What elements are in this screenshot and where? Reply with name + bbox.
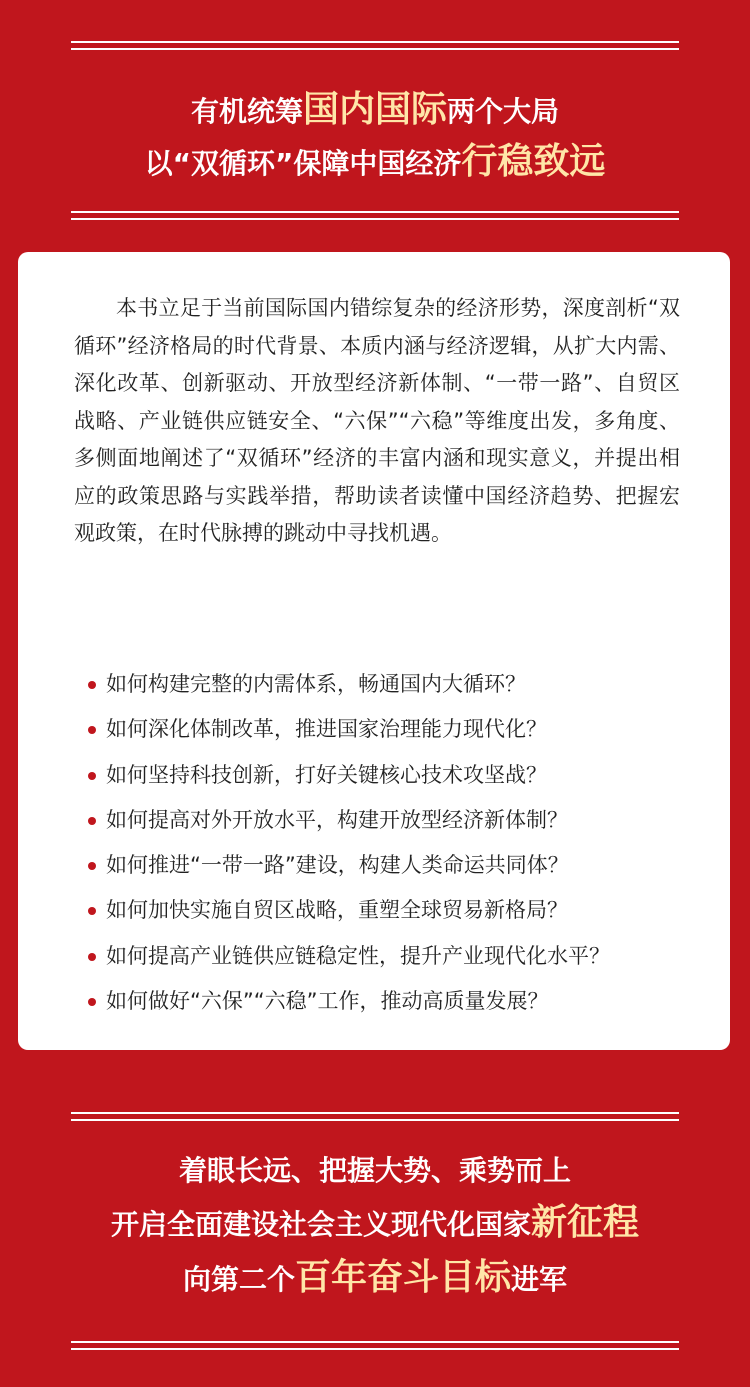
footer-line-3-highlight: 百年奋斗目标 [294, 1257, 511, 1298]
bullet-dot-icon [88, 772, 96, 780]
header-line-2 [0, 139, 750, 185]
footer-line-2-highlight: 新征程 [531, 1202, 640, 1243]
question-text: 如何坚持科技创新，打好关键核心技术攻坚战？ [106, 762, 547, 787]
intro-paragraph: 本书立足于当前国际国内错综复杂的经济形势，深度剖析“双循环”经济格局的时代背景、本质内涵与经济逻辑，从扩大内需、深化改革、创新驱动、开放型经济新体制、“一带一路”、自贸区战略、产业链供应链安全、“六保”“六稳”等维度出发，多角度、多侧面地阐述了“双循环”经济的丰富内涵和现实意义，并提出相应的政策思路与实践举措，帮助读者读懂中国经济趋势、把握宏观政策，在时代脉搏的跳动中寻找机遇。 [74, 296, 680, 545]
question-text: 如何提高对外开放水平，构建开放型经济新体制？ [106, 807, 568, 832]
bullet-dot-icon [88, 862, 96, 870]
header-line-2-highlight: 行稳致远 [461, 141, 606, 182]
footer-line-1 [0, 1148, 750, 1194]
bottom-divider-line-1 [71, 1341, 679, 1343]
bullet-dot-icon [88, 953, 96, 961]
footer-line-3-post: 进军 [511, 1263, 568, 1296]
question-item-1 [106, 662, 610, 707]
header-line-1-pre: 有机统筹 [190, 95, 303, 128]
question-item-5 [106, 843, 610, 888]
bullet-dot-icon [88, 681, 96, 689]
header-line-1-highlight: 国内国际 [302, 89, 447, 130]
header-line-1 [0, 87, 750, 133]
question-list [106, 662, 610, 1024]
footer-line-3 [0, 1255, 750, 1301]
bottom-divider-line-2 [71, 1348, 679, 1350]
footer-divider-line-1 [71, 1112, 679, 1114]
content-card [18, 252, 730, 1050]
question-item-3 [106, 753, 610, 798]
header-line-2-pre: 以“双循环”保障中国经济 [144, 147, 462, 180]
question-text: 如何深化体制改革，推进国家治理能力现代化？ [106, 717, 547, 742]
bullet-dot-icon [88, 998, 96, 1006]
question-text: 如何构建完整的内需体系，畅通国内大循环？ [106, 672, 526, 696]
bullet-dot-icon [88, 726, 96, 734]
question-item-6 [106, 888, 610, 933]
question-item-4 [106, 798, 610, 843]
top-divider-line-2 [71, 48, 679, 50]
footer-line-1-text: 着眼长远、把握大势、乘势而上 [178, 1154, 571, 1187]
bullet-dot-icon [88, 907, 96, 915]
header-divider-line-2 [71, 218, 679, 220]
question-text: 如何推进“一带一路”建设，构建人类命运共同体？ [106, 853, 569, 878]
bullet-dot-icon [88, 817, 96, 825]
footer-line-2-pre: 开启全面建设社会主义现代化国家 [110, 1208, 531, 1241]
footer-line-2 [0, 1200, 750, 1246]
question-text: 如何提高产业链供应链稳定性，提升产业现代化水平？ [106, 943, 610, 968]
header-line-1-post: 两个大局 [447, 95, 560, 128]
question-text: 如何做好“六保”“六稳”工作，推动高质量发展？ [106, 989, 549, 1014]
question-text: 如何加快实施自贸区战略，重塑全球贸易新格局？ [106, 898, 568, 923]
footer-divider-line-2 [71, 1119, 679, 1121]
question-item-2 [106, 707, 610, 752]
question-item-7 [106, 934, 610, 979]
top-divider-line-1 [71, 41, 679, 43]
question-item-8 [106, 979, 610, 1024]
footer-line-3-pre: 向第二个 [182, 1263, 295, 1296]
header-divider-line-1 [71, 211, 679, 213]
